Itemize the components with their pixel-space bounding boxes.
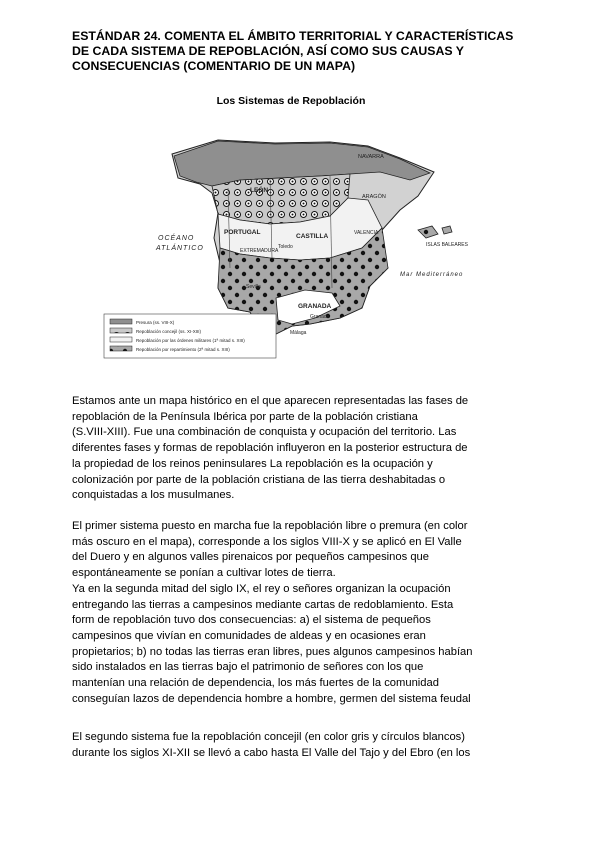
legend-swatch (110, 319, 132, 324)
map-city-label: Granada (310, 314, 330, 320)
paragraph-line: Ya en la segunda mitad del siglo IX, el rey o señores organizan la ocupación (72, 582, 451, 595)
paragraph-line: más oscuro en el mapa), corresponde a los siglos VIII-X y se aplicó en El Valle (72, 535, 462, 548)
map-ocean-label: ATLÁNTICO (156, 245, 204, 252)
paragraph-line: mantenían una relación de dependencia, los más fuertes de la comunidad (72, 677, 439, 690)
paragraph-line: entregando las tierras a campesinos mediante cartas de redoblamiento. Esta (72, 598, 454, 611)
map-sea-label: Mar Mediterráneo (400, 272, 464, 278)
legend-label: Repoblación por las órdenes militares (1ª mitad s. XIII) (136, 338, 245, 343)
map-ocean-label: OCÉANO (158, 235, 195, 242)
map-region-label: ARAGÓN (362, 194, 386, 200)
balearic-islands (418, 226, 438, 238)
map-city-label: Málaga (290, 330, 307, 336)
title-line: DE CADA SISTEMA DE REPOBLACIÓN, ASÍ COMO SUS CAUSAS Y (72, 44, 464, 59)
map-region-label: PORTUGAL (224, 229, 261, 236)
legend-swatch (110, 346, 132, 351)
paragraph-line: diferentes fases y formas de repoblación influyeron en la posterior estructura de (72, 442, 468, 455)
paragraph-line: El segundo sistema fue la repoblación concejil (en color gris y círculos blancos) (72, 731, 465, 743)
map-region-label: EXTREMADURA (240, 248, 279, 254)
map-region-label: VALENCIA (354, 230, 379, 236)
paragraph-line: del Duero y en algunos valles pirenaicos por pequeños campesinos que (72, 551, 429, 564)
paragraph-line: la propiedad de los reinos peninsulares La repoblación es la ocupación y (72, 457, 433, 470)
paragraph-line: campesinos que vivían en comunidades de aldeas y en ocasiones eran (72, 629, 426, 642)
map-region-label: CASTILLA (296, 233, 329, 240)
legend-label: Repoblación concejil (ss. XI-XIII) (136, 329, 202, 334)
map-region-label: NAVARRA (358, 154, 384, 160)
paragraph-line: repoblación de la Península Ibérica por parte de la población cristiana (72, 410, 418, 423)
repoblacion-map (100, 88, 482, 370)
paragraph-line: espontáneamente se ponían a cultivar lotes de tierra. (72, 567, 336, 580)
balearic-islands (442, 226, 452, 234)
paragraph-first-system (72, 519, 542, 707)
paragraph-line: conquistadas a los musulmanes. (72, 489, 235, 502)
legend-swatch (110, 337, 132, 342)
paragraph-line: form de repoblación tuvo dos consecuencias: a) el sistema de pequeños (72, 614, 431, 627)
paragraph-line: Estamos ante un mapa histórico en el que aparecen representadas las fases de (72, 395, 469, 407)
paragraph-line: sido instalados en las tierras bajo el patrimonio de señores con los que (72, 661, 424, 674)
paragraph-line: durante los siglos XI-XII se llevó a cabo hasta El Valle del Tajo y del Ebro (en los (72, 746, 471, 759)
paragraph-line: El primer sistema puesto en marcha fue la repoblación libre o premura (en color (72, 520, 468, 532)
map-region-label: GRANADA (298, 303, 332, 310)
paragraph-second-system (72, 730, 542, 761)
title-line: ESTÁNDAR 24. COMENTA EL ÁMBITO TERRITORIAL Y CARACTERÍSTICAS (72, 29, 514, 43)
legend-swatch (110, 328, 132, 333)
paragraph-line: colonización por parte de la población cristiana de las tierra deshabitadas o (72, 473, 446, 486)
title-line: CONSECUENCIAS (COMENTARIO DE UN MAPA) (72, 59, 356, 74)
map-city-label: Sevilla (246, 284, 261, 290)
map-legend (104, 314, 276, 358)
map-region-label: ISLAS BALEARES (426, 242, 468, 248)
map-region-label: LEÓN (250, 187, 269, 194)
paragraph-line: (S.VIII-XIII). Fue una combinación de conquista y ocupación del territorio. Las (72, 426, 457, 439)
legend-label: Repoblación por repartimiento (2ª mitad s. XIII) (136, 347, 230, 352)
paragraph-intro (72, 394, 542, 504)
paragraph-line: propietarios; b) no todas las tierras eran libres, pues algunos campesinos habían (72, 645, 473, 658)
document-title (72, 29, 542, 75)
legend-label: Presura (ss. VIII-X) (136, 320, 175, 325)
map-city-label: Toledo (278, 244, 293, 250)
map-title: Los Sistemas de Repoblación (216, 95, 366, 107)
paragraph-line: conseguían lazos de dependencia hombre a hombre, germen del sistema feudal (72, 692, 471, 705)
